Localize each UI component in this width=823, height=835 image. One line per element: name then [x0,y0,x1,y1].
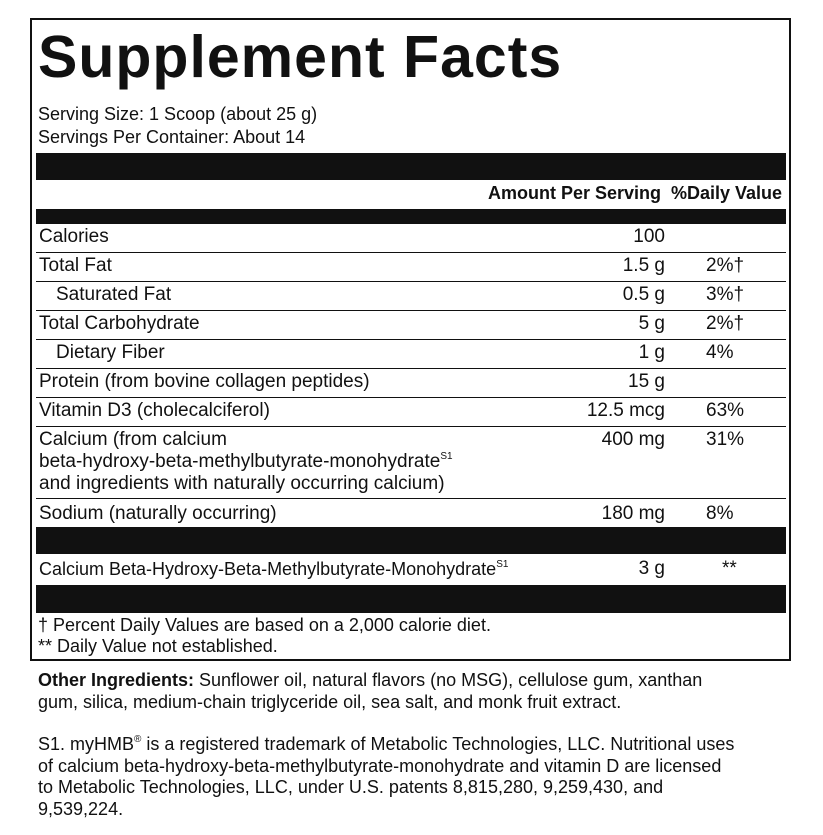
proprietary-daily-value: ** [722,558,737,579]
thick-divider [36,209,786,224]
thick-divider [36,585,786,613]
nutrient-label-line: and ingredients with naturally occurring calcium) [39,473,445,494]
thick-divider [36,153,786,180]
serving-size: Serving Size: 1 Scoop (about 25 g) [38,104,318,124]
source-footnote-marker: S1 [496,559,509,570]
proprietary-label: Calcium Beta-Hydroxy-Beta-Methylbutyrate-Monohydrate$^{S1}$ [39,559,509,579]
nutrient-amount: 5 g [638,313,665,334]
nutrient-amount: 15 g [628,371,665,392]
trademark-statement [38,734,786,820]
trademark-text: 9,539,224. [38,798,124,819]
other-ingredients-label: Other Ingredients: [38,670,195,690]
nutrient-daily-value: 4% [706,342,734,363]
row-divider [36,368,786,369]
nutrient-daily-value: 8% [706,503,734,524]
nutrient-daily-value: 63% [706,400,745,421]
trademark-text: to Metabolic Technologies, LLC, under U.S. patents 8,815,280, 9,259,430, and [38,777,664,797]
nutrient-label: Sodium (naturally occurring) [39,503,277,524]
row-divider [36,310,786,311]
other-ingredients-text: Sunflower oil, natural flavors (no MSG), cellulose gum, xanthan [194,670,703,690]
servings-per-container: Servings Per Container: About 14 [38,127,306,147]
nutrient-amount: 12.5 mcg [586,400,665,421]
nutrient-label: Vitamin D3 (cholecalciferol) [39,400,270,421]
other-ingredients [38,670,786,713]
row-divider [36,426,786,427]
amount-per-serving-header: Amount Per Serving [488,183,662,203]
nutrient-amount: 400 mg [601,429,665,450]
footnote-not-established: ** Daily Value not established. [38,636,278,656]
nutrient-label: Calories [39,226,109,247]
row-divider [36,339,786,340]
row-divider [36,281,786,282]
nutrient-label: Total Carbohydrate [39,313,200,334]
nutrient-label: Total Fat [39,255,112,276]
nutrient-daily-value: 2%† [706,255,745,276]
nutrient-amount: 180 mg [601,503,665,524]
panel-title: Supplement Facts [38,24,563,90]
nutrient-daily-value: 2%† [706,313,745,334]
row-divider [36,498,786,499]
source-footnote-marker: S1 [440,451,453,462]
nutrient-label: Dietary Fiber [56,342,165,363]
nutrient-amount: 1 g [638,342,665,363]
nutrient-label: Protein (from bovine collagen peptides) [39,371,370,392]
trademark-text: is a registered trademark of Metabolic Technologies, LLC. Nutritional uses [141,734,735,754]
trademark-text: S1. myHMB [38,734,135,754]
nutrient-amount: 0.5 g [622,284,665,305]
registered-mark: ® [134,734,142,745]
nutrient-amount: 100 [633,226,665,247]
daily-value-header: %Daily Value [671,183,783,203]
nutrient-daily-value: 3%† [706,284,745,305]
other-ingredients-text: gum, silica, medium-chain triglyceride oil, sea salt, and monk fruit extract. [38,691,622,712]
thick-divider [36,527,786,554]
nutrient-label-line: Calcium (from calcium [39,429,227,450]
nutrient-daily-value: 31% [706,429,745,450]
row-divider [36,252,786,253]
nutrient-label: Saturated Fat [56,284,172,305]
nutrient-label-line: beta-hydroxy-beta-methylbutyrate-monohydrate$^{S1}$ [39,451,453,472]
trademark-text: of calcium beta-hydroxy-beta-methylbutyrate-monohydrate and vitamin D are licensed [38,755,722,776]
nutrient-amount: 1.5 g [622,255,665,276]
proprietary-amount: 3 g [638,558,665,579]
footnote-daily-value: † Percent Daily Values are based on a 2,000 calorie diet. [38,615,491,635]
row-divider [36,397,786,398]
